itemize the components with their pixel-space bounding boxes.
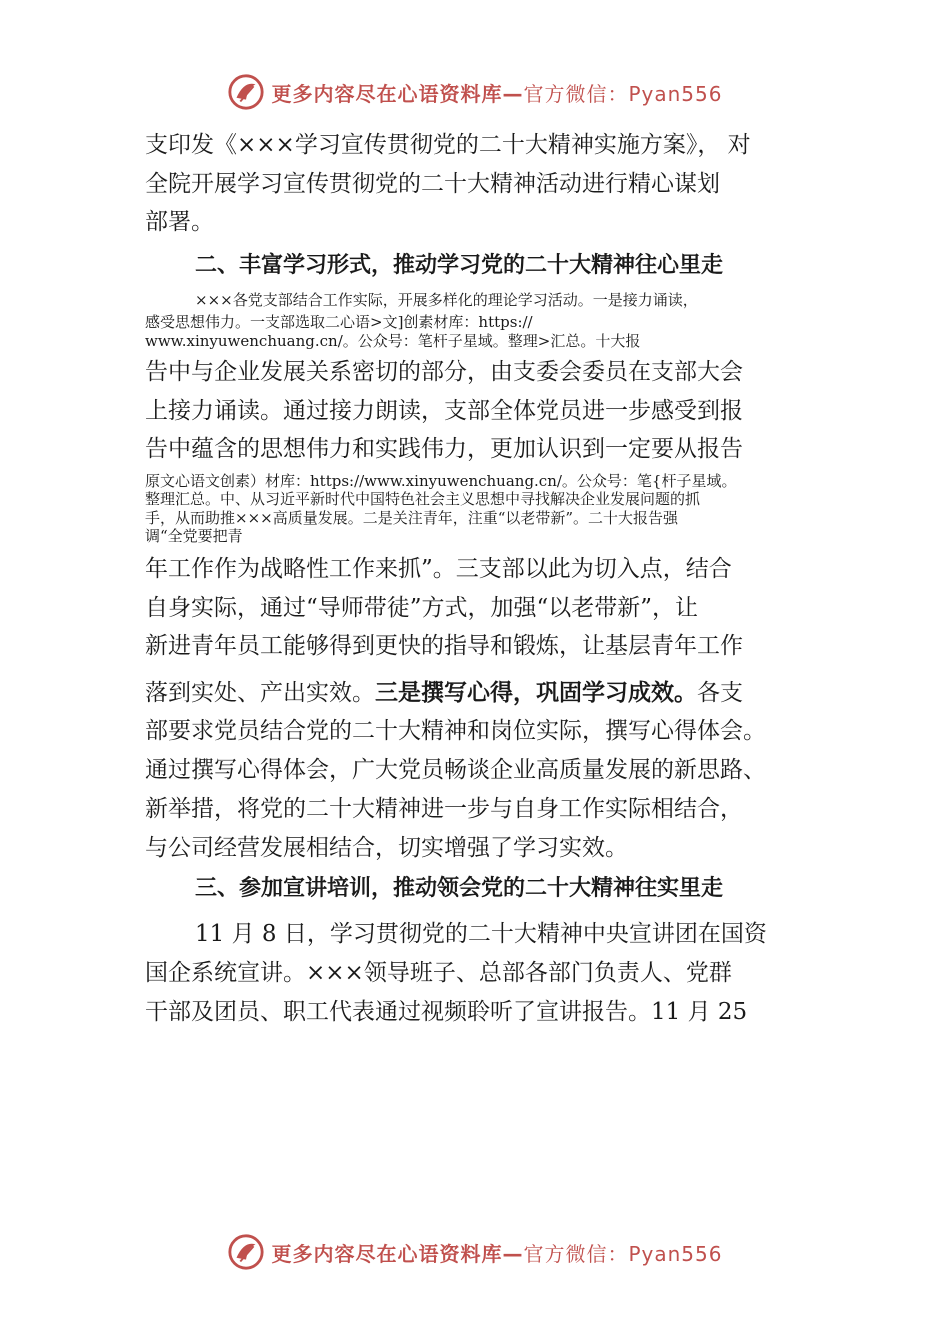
text-line: 干部及团员、职工代表通过视频聆听了宣讲报告。11 月 25 bbox=[145, 999, 748, 1025]
text-line: 部署。 bbox=[145, 209, 214, 235]
banner-title: 更多内容尽在心语资料库—官方微信：Pyan556 bbox=[271, 1241, 723, 1266]
text-line: 新进青年员工能够得到更快的指导和锻炼，让基层青年工作 bbox=[145, 633, 743, 659]
text-line: 上接力诵读。通过接力朗读，支部全体党员进一步感受到报 bbox=[145, 398, 743, 424]
text-line: 与公司经营发展相结合，切实增强了学习实效。 bbox=[145, 835, 628, 861]
text-line: 自身实际，通过“导师带徒”方式，加强“以老带新”，让 bbox=[145, 595, 699, 621]
text-line: 国企系统宣讲。×××领导班子、总部各部门负责人、党群 bbox=[145, 960, 732, 986]
text-line: 支印发《×××学习宣传贯彻党的二十大精神实施方案》， 对 bbox=[145, 132, 751, 158]
small-text-line: 原文心语文创素）材库：https://www.xinyuwenchuang.cn/。公众号：笔{杆子星域。 bbox=[145, 472, 737, 490]
text-line: 部要求党员结合党的二十大精神和岗位实际，撰写心得体会。 bbox=[145, 718, 766, 744]
banner-title: 更多内容尽在心语资料库—官方微信：Pyan556 bbox=[271, 81, 723, 106]
text-line: 通过撰写心得体会，广大党员畅谈企业高质量发展的新思路、 bbox=[145, 757, 766, 783]
small-text-line: 整理汇总。中、从习近平新时代中国特色社会主义思想中寻找解决企业发展问题的抓 bbox=[145, 490, 701, 508]
text-line: 告中与企业发展关系密切的部分，由支委会委员在支部大会 bbox=[145, 359, 743, 385]
text-line: 新举措，将党的二十大精神进一步与自身工作实际相结合， bbox=[145, 796, 743, 822]
logo-icon bbox=[227, 73, 265, 111]
small-text-line: 调“全党要把青 bbox=[145, 527, 243, 545]
small-text-line: ×××各党支部结合工作实际，开展多样化的理论学习活动。一是接力诵读， bbox=[195, 291, 698, 309]
small-text-line: www.xinyuwenchuang.cn/。公众号：笔杆子星域。整理>汇总。十大报 bbox=[145, 332, 641, 350]
section-heading-2: 二、丰富学习形式，推动学习党的二十大精神往心里走 bbox=[195, 253, 724, 278]
text-line: 全院开展学习宣传贯彻党的二十大精神活动进行精心谋划 bbox=[145, 171, 720, 197]
footer-banner bbox=[0, 1232, 950, 1272]
text-line: 年工作作为战略性工作来抓”。三支部以此为切入点，结合 bbox=[145, 556, 732, 582]
small-text-line: 感受思想伟力。一支部选取二心语>文]创素材库：https:// bbox=[145, 313, 533, 331]
small-text-line: 手，从而助推×××高质量发展。二是关注青年，注重“以老带新”。二十大报告强 bbox=[145, 509, 679, 527]
text-line: 11 月 8 日，学习贯彻党的二十大精神中央宣讲团在国资 bbox=[195, 921, 767, 947]
header-banner bbox=[0, 72, 950, 112]
text-line: 落到实处、产出实效。三是撰写心得，巩固学习成效。各支 bbox=[145, 680, 743, 706]
logo-icon bbox=[227, 1233, 265, 1271]
bold-lead: 三是撰写心得，巩固学习成效。 bbox=[375, 680, 697, 706]
section-heading-3: 三、参加宣讲培训，推动领会党的二十大精神往实里走 bbox=[195, 876, 724, 901]
text-line: 告中蕴含的思想伟力和实践伟力，更加认识到一定要从报告 bbox=[145, 436, 743, 462]
